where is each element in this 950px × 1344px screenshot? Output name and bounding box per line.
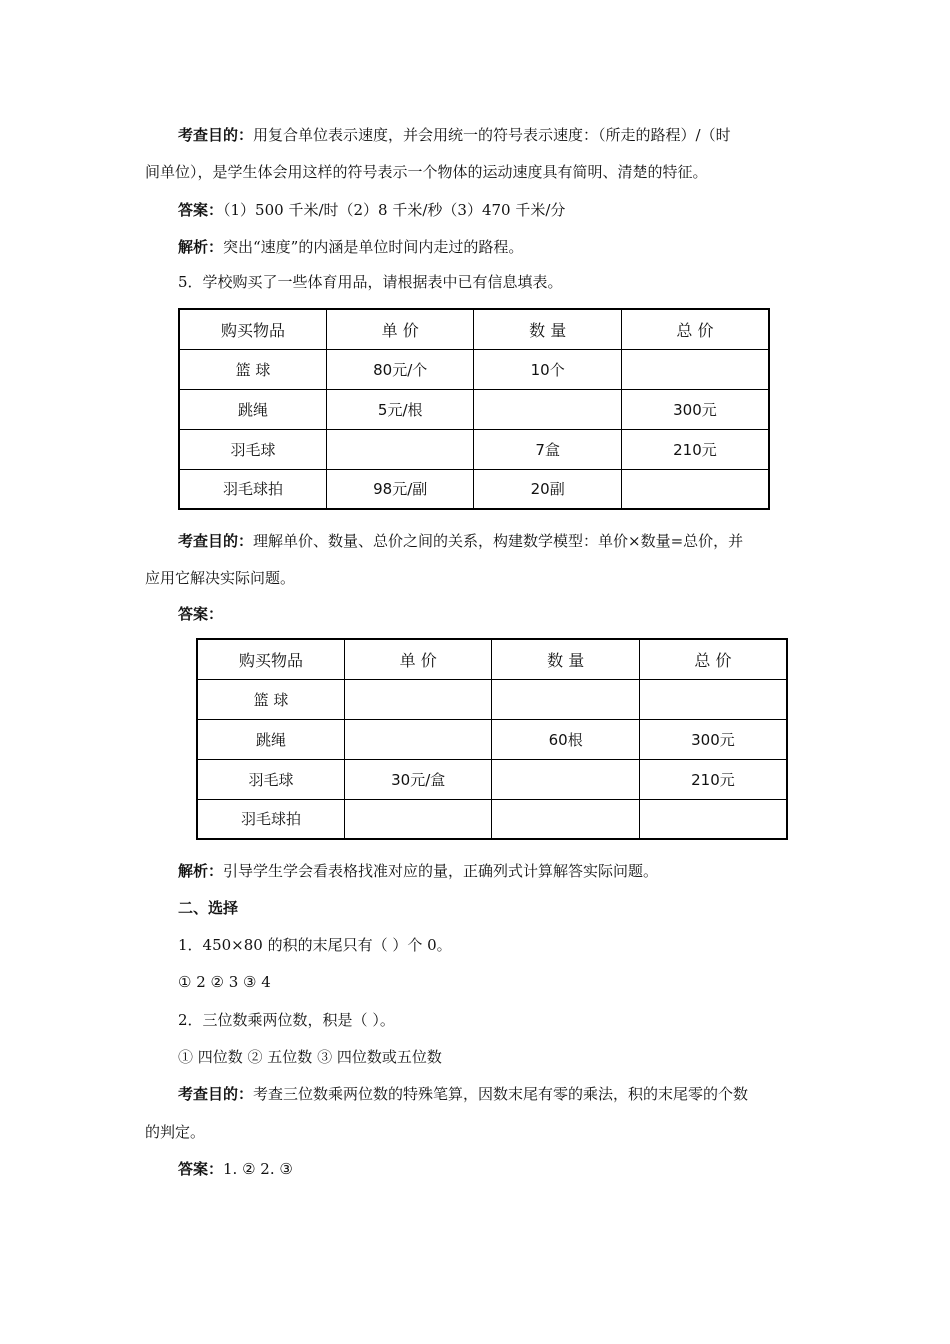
table-cell	[344, 679, 491, 719]
header-cell: 单 价	[326, 309, 473, 349]
table-cell	[344, 799, 491, 839]
table-row	[197, 679, 787, 719]
analysis-text: 引导学生学会看表格找准对应的量，正确列式计算解答实际问题。	[223, 862, 659, 880]
objective-paragraph-3	[178, 1084, 748, 1104]
table-cell	[492, 759, 639, 799]
table-cell: 羽毛球	[179, 429, 326, 469]
objective-text-cont: 间单位），是学生体会用这样的符号表示一个物体的运动速度具有简明、清楚的特征。	[145, 163, 708, 181]
choice-question-1: 1．450×80 的积的末尾只有（ ）个 0。	[178, 936, 452, 954]
analysis-label: 解析：	[178, 238, 224, 256]
choice-options-1: ① 2 ② 3 ③ 4	[178, 973, 271, 991]
objective-paragraph-3-cont	[145, 1122, 205, 1142]
table-cell: 跳绳	[179, 389, 326, 429]
table-cell: 98元/副	[326, 469, 473, 509]
table-cell: 60根	[492, 719, 639, 759]
table-cell	[492, 799, 639, 839]
objective-text: 考查三位数乘两位数的特殊笔算，因数末尾有零的乘法，积的末尾零的个数	[253, 1085, 749, 1103]
objective-text-cont: 的判定。	[145, 1123, 206, 1141]
table-cell	[326, 429, 473, 469]
objective-paragraph-1	[178, 125, 731, 145]
analysis-label: 解析：	[178, 862, 224, 880]
answer-paragraph-3	[178, 1159, 293, 1179]
table-cell: 80元/个	[326, 349, 473, 389]
objective-text: 用复合单位表示速度，并会用统一的符号表示速度：（所走的路程）/（时	[253, 126, 731, 144]
header-cell: 总 价	[639, 639, 787, 679]
table-cell: 跳绳	[197, 719, 344, 759]
table-cell: 300元	[621, 389, 769, 429]
table-cell: 篮 球	[179, 349, 326, 389]
table-cell: 5元/根	[326, 389, 473, 429]
answer-table	[196, 638, 788, 840]
objective-paragraph-1-cont	[145, 162, 708, 182]
answer-paragraph-2	[178, 604, 223, 624]
table-cell: 10个	[474, 349, 621, 389]
table-cell: 羽毛球拍	[197, 799, 344, 839]
table-cell: 篮 球	[197, 679, 344, 719]
objective-paragraph-2-cont	[145, 568, 295, 588]
table-cell: 羽毛球拍	[179, 469, 326, 509]
objective-text-cont: 应用它解决实际问题。	[145, 569, 296, 587]
table-cell	[639, 679, 787, 719]
table-row	[197, 759, 787, 799]
objective-paragraph-2	[178, 531, 743, 551]
objective-label: 考查目的：	[178, 126, 254, 144]
header-cell: 购买物品	[197, 639, 344, 679]
header-cell: 购买物品	[179, 309, 326, 349]
answer-paragraph-1	[178, 200, 565, 220]
table-cell: 20副	[474, 469, 621, 509]
table-cell	[492, 679, 639, 719]
analysis-paragraph-2	[178, 861, 658, 881]
table-cell	[344, 719, 491, 759]
table-cell: 300元	[639, 719, 787, 759]
table-header-row	[197, 639, 787, 679]
table-cell: 7盒	[474, 429, 621, 469]
header-cell: 单 价	[344, 639, 491, 679]
table-cell: 210元	[639, 759, 787, 799]
section-heading-choice: 二、选择	[178, 899, 239, 917]
table-cell: 羽毛球	[197, 759, 344, 799]
table-row	[179, 429, 769, 469]
objective-label: 考查目的：	[178, 532, 254, 550]
table-row	[197, 799, 787, 839]
table-cell	[621, 349, 769, 389]
table-header-row	[179, 309, 769, 349]
analysis-text: 突出“速度”的内涵是单位时间内走过的路程。	[223, 238, 524, 256]
analysis-paragraph-1	[178, 237, 523, 257]
header-cell: 总 价	[621, 309, 769, 349]
table-cell	[474, 389, 621, 429]
table-row	[179, 469, 769, 509]
objective-text: 理解单价、数量、总价之间的关系，构建数学模型：单价×数量=总价，并	[253, 532, 744, 550]
table-cell	[639, 799, 787, 839]
purchase-table	[178, 308, 770, 510]
table-cell: 210元	[621, 429, 769, 469]
table-cell: 30元/盒	[344, 759, 491, 799]
table-row	[179, 389, 769, 429]
table-cell	[621, 469, 769, 509]
choice-options-2: ① 四位数 ② 五位数 ③ 四位数或五位数	[178, 1048, 442, 1066]
header-cell: 数 量	[474, 309, 621, 349]
choice-question-2: 2．三位数乘两位数，积是（ ）。	[178, 1011, 395, 1029]
answer-text: （1）500 千米/时（2）8 千米/秒（3）470 千米/分	[223, 201, 566, 219]
objective-label: 考查目的：	[178, 1085, 254, 1103]
answer-label: 答案：	[178, 1160, 224, 1178]
answer-text: 1. ② 2. ③	[223, 1160, 293, 1178]
question-5: 5．学校购买了一些体育用品，请根据表中已有信息填表。	[178, 273, 563, 291]
table-row	[179, 349, 769, 389]
table-row	[197, 719, 787, 759]
header-cell: 数 量	[492, 639, 639, 679]
answer-label: 答案：	[178, 201, 224, 219]
answer-label: 答案：	[178, 605, 224, 623]
